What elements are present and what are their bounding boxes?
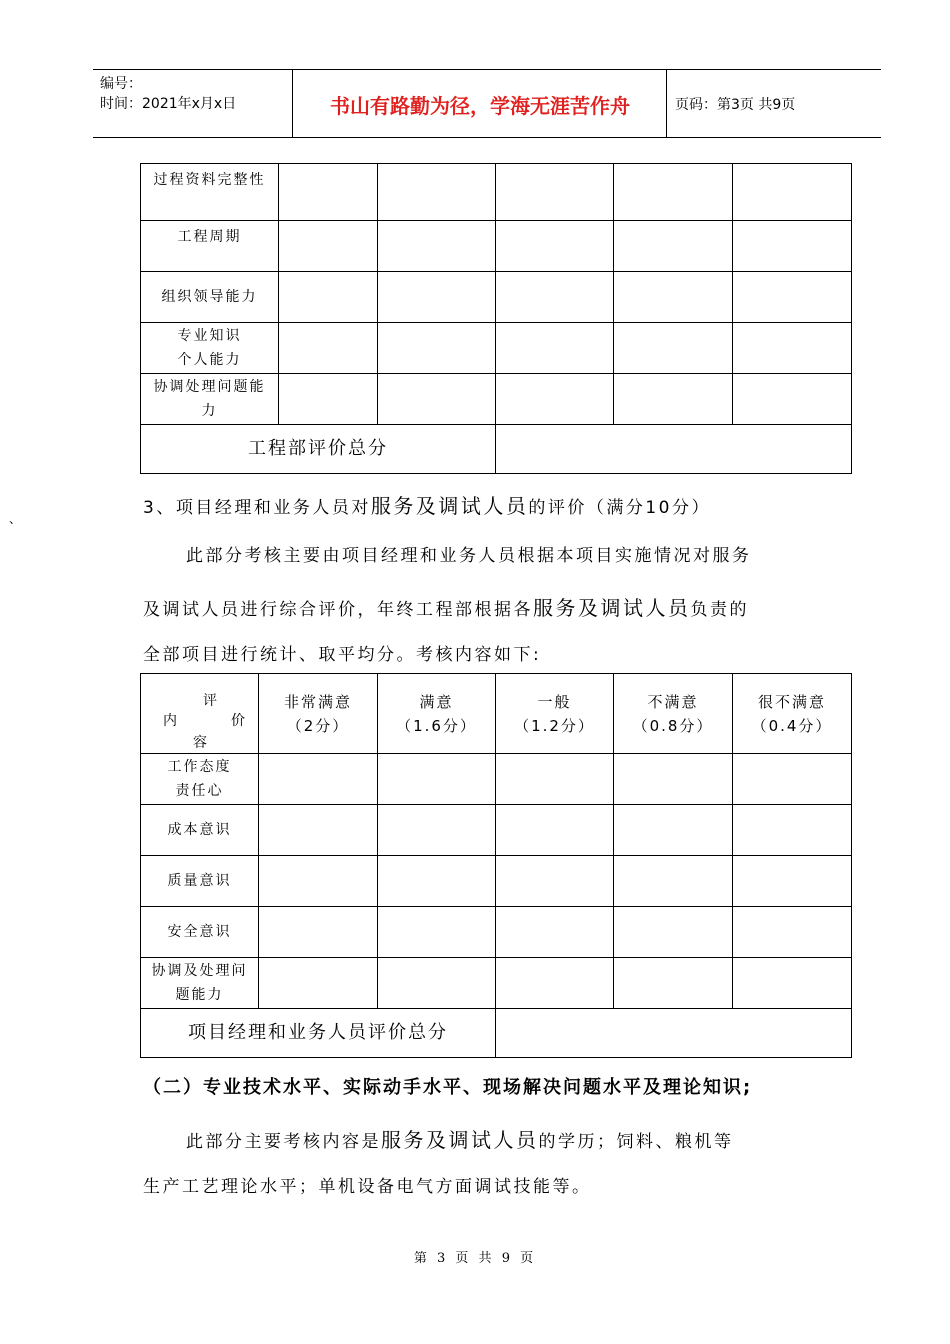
header-number: 编号： (100, 76, 142, 92)
row-label: 协调处理问题能 力 (141, 374, 279, 425)
column-header: 很不满意 （0.4分） (733, 674, 852, 754)
section2-heading: （二）专业技术水平、实际动手水平、现场解决问题水平及理论知识; (143, 1077, 753, 1098)
column-header: 不满意 （0.8分） (614, 674, 733, 754)
row-label: 工作态度 责任心 (141, 754, 259, 805)
header-time: 时间：2021年x月x日 (100, 96, 237, 112)
row-label: 工程周期 (141, 221, 279, 272)
total-value (496, 425, 852, 474)
stray-mark: 、 (9, 512, 22, 526)
table-row (141, 856, 852, 907)
row-label: 协调及处理问 题能力 (141, 958, 259, 1009)
column-header: 满意 （1.6分） (378, 674, 496, 754)
row-label: 组织领导能力 (141, 272, 279, 323)
section3-heading: 3、项目经理和业务人员对服务及调试人员的评价（满分10分） (143, 494, 711, 518)
total-label: 项目经理和业务人员评价总分 (141, 1009, 496, 1058)
section3-paragraph-line: 及调试人员进行综合评价，年终工程部根据各服务及调试人员负责的 (143, 596, 749, 620)
table-row (141, 907, 852, 958)
column-header: 一般 （1.2分） (496, 674, 614, 754)
total-value (496, 1009, 852, 1058)
table-row (141, 164, 852, 221)
table-row (141, 221, 852, 272)
table-row (141, 272, 852, 323)
table-row (141, 323, 852, 374)
header-meta (100, 74, 236, 114)
header-page: 页码：第3页 共9页 (675, 97, 796, 113)
table-row (141, 754, 852, 805)
row-label: 质量意识 (141, 856, 259, 907)
table-row (141, 958, 852, 1009)
header-motto: 书山有路勤为径，学海无涯苦作舟 (330, 94, 630, 118)
table-row (141, 1009, 852, 1058)
pm-eval-table (140, 673, 852, 1058)
section2-paragraph-line: 此部分主要考核内容是服务及调试人员的学历；饲料、粮机等 (186, 1128, 734, 1152)
section2-paragraph-line: 生产工艺理论水平；单机设备电气方面调试技能等。 (143, 1177, 592, 1197)
total-label: 工程部评价总分 (141, 425, 496, 474)
section3-paragraph-line: 此部分考核主要由项目经理和业务人员根据本项目实施情况对服务 (186, 546, 752, 566)
row-label: 成本意识 (141, 805, 259, 856)
row-label: 过程资料完整性 (141, 164, 279, 221)
section3-paragraph-line: 全部项目进行统计、取平均分。考核内容如下: (143, 645, 542, 665)
page-header (93, 69, 881, 138)
engineering-eval-table (140, 163, 852, 474)
table-header-row (141, 674, 852, 754)
page-footer: 第 3 页 共 9 页 (413, 1251, 537, 1266)
table-row (141, 374, 852, 425)
table-row (141, 805, 852, 856)
corner-cell: 评 内 价 容 (141, 674, 259, 754)
table-row (141, 425, 852, 474)
row-label: 安全意识 (141, 907, 259, 958)
row-label: 专业知识 个人能力 (141, 323, 279, 374)
column-header: 非常满意 （2分） (259, 674, 378, 754)
